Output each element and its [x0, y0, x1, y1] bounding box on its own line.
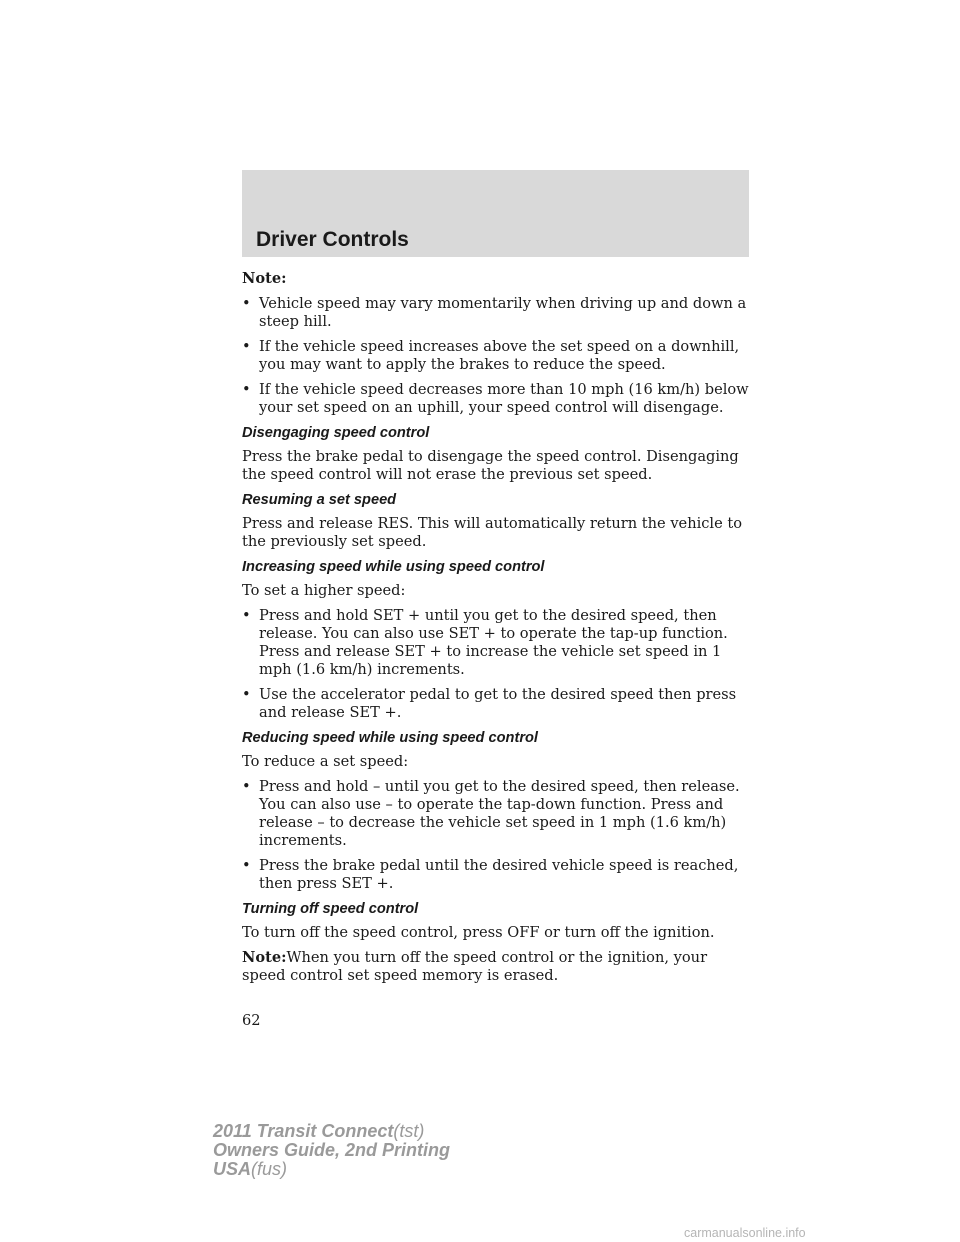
watermark: carmanualsonline.info [684, 1226, 806, 1240]
footer-line-3: USA(fus) [213, 1159, 288, 1179]
list-item: • Vehicle speed may vary momentarily when driving up and down a steep hill. [242, 295, 747, 330]
note-bullet-list [242, 295, 752, 417]
reducing-heading: Reducing speed while using speed control [242, 730, 538, 746]
page-content [242, 270, 752, 992]
reducing-bullet-list [242, 778, 752, 893]
list-item: • If the vehicle speed decreases more than 10 mph (16 km/h) below your set speed on an uphill, your speed control will disengage. [242, 381, 749, 416]
bullet-icon: • [242, 381, 251, 398]
turning-off-body: To turn off the speed control, press OFF or turn off the ignition. [242, 924, 715, 941]
bullet-icon: • [242, 338, 251, 355]
final-note-label: Note: [242, 949, 287, 966]
disengaging-body: Press the brake pedal to disengage the speed control. Disengaging the speed control will not erase the previous set speed. [242, 448, 739, 483]
reducing-intro: To reduce a set speed: [242, 753, 409, 770]
increasing-intro: To set a higher speed: [242, 582, 406, 599]
section-header-band [242, 170, 749, 257]
document-footer [213, 1122, 450, 1179]
bullet-icon: • [242, 686, 251, 703]
increasing-bullet-list [242, 607, 752, 722]
note-label: Note: [242, 270, 287, 287]
list-item: • If the vehicle speed increases above the set speed on a downhill, you may want to apply the brakes to reduce the speed. [242, 338, 740, 373]
increasing-heading: Increasing speed while using speed control [242, 559, 545, 575]
list-item: • Press and hold SET + until you get to the desired speed, then release. You can also use SET + to operate the tap-up function. Press and release SET + to increase the vehicle set speed in 1 mph (1.6 km/h) increments. [242, 607, 728, 678]
final-note [242, 949, 752, 985]
list-item: • Press the brake pedal until the desired vehicle speed is reached, then press SET +. [242, 857, 739, 892]
bullet-icon: • [242, 857, 251, 874]
bullet-icon: • [242, 607, 251, 624]
list-item: • Press and hold – until you get to the desired speed, then release. You can also use – to operate the tap-down function. Press and release – to decrease the vehicle set speed in 1 mph (1.6 km/h) increments. [242, 778, 740, 849]
page-number: 62 [242, 1012, 261, 1029]
resuming-body: Press and release RES. This will automatically return the vehicle to the previously set speed. [242, 515, 743, 550]
bullet-icon: • [242, 295, 251, 312]
final-note-body: When you turn off the speed control or the ignition, your speed control set speed memory is erased. [242, 949, 708, 984]
list-item: • Use the accelerator pedal to get to the desired speed then press and release SET +. [242, 686, 737, 721]
disengaging-heading: Disengaging speed control [242, 425, 430, 441]
footer-line-1: 2011 Transit Connect(tst) [213, 1121, 425, 1141]
turning-off-heading: Turning off speed control [242, 901, 419, 917]
footer-line-2: Owners Guide, 2nd Printing [213, 1140, 451, 1160]
section-title: Driver Controls [256, 228, 409, 251]
resuming-heading: Resuming a set speed [242, 492, 397, 508]
bullet-icon: • [242, 778, 251, 795]
